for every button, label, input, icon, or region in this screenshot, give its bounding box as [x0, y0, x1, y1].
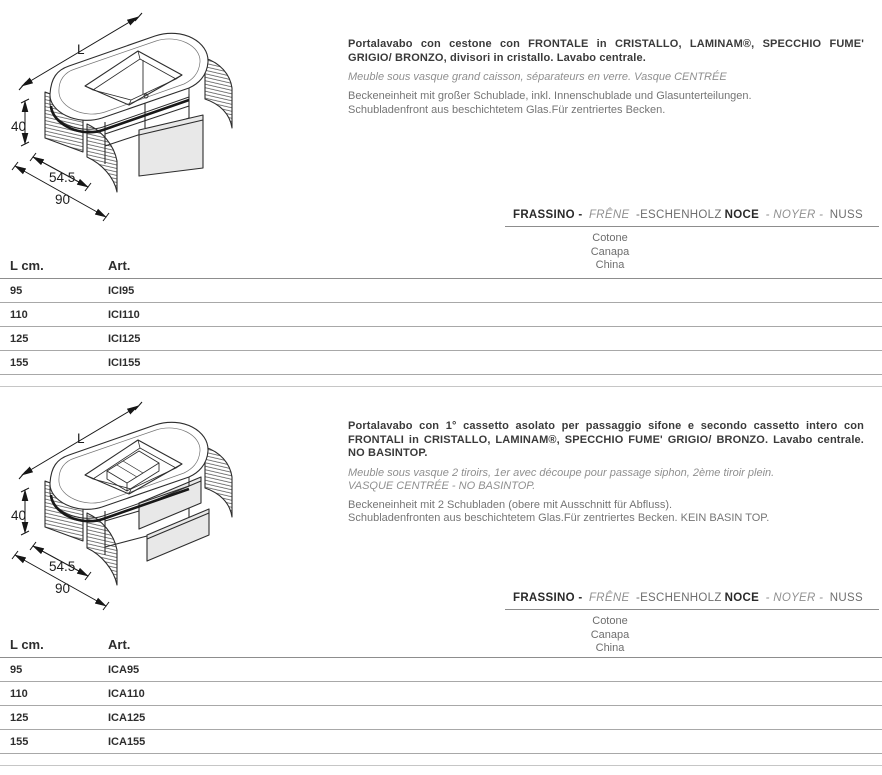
hatched-right-curved-panel	[205, 58, 232, 128]
finish-color: China	[595, 259, 625, 271]
catalog-section-basin-unit-two-drawers	[0, 387, 882, 766]
article-table	[0, 252, 882, 375]
hatched-front-curved-door	[87, 124, 117, 192]
description-german-line2: Schubladenfronten aus beschichtetem Glas.Für zentriertes Becken. KEIN BASIN TOP.	[348, 512, 770, 524]
finish-color: Canapa	[590, 245, 630, 258]
finishes-heading	[505, 592, 879, 610]
dim-label-height: 40	[11, 119, 27, 134]
article-table	[0, 628, 882, 754]
table-row: 110 ICA110	[0, 682, 882, 706]
table-row: 155 ICA155	[0, 730, 882, 754]
vanity-cabinet-line-art	[45, 33, 232, 192]
hatched-right-curved-panel	[205, 447, 232, 517]
dim-label-height: 40	[11, 508, 27, 523]
technical-drawing-vanity-two-drawers	[5, 395, 340, 630]
finish-color: China	[595, 642, 625, 654]
dim-label-length: L	[77, 431, 85, 446]
description-italian: Portalavabo con 1° cassetto asolato per passaggio sifone e secondo cassetto intero con FRONTALI in CRISTALLO, LAMINAM®, SPECCHIO FUME' GRIGIO/ BRONZO. Lavabo centrale. NO BASINTOP.	[348, 420, 864, 459]
finish-group-walnut: NOCE - NOYER - NUSS	[724, 592, 863, 604]
description-french: Meuble sous vasque grand caisson, séparateurs en verre. Vasque CENTRÉE	[348, 71, 727, 83]
finish-group-ash: FRASSINO - FRÊNE -ESCHENHOLZ	[513, 592, 722, 604]
table-row: 125 ICI125	[0, 327, 882, 351]
dim-label-length: L	[77, 42, 85, 57]
dim-label-depth: 54.5	[49, 170, 76, 185]
hatched-front-curved-door	[87, 513, 117, 585]
description-german-line1: Beckeneinheit mit 2 Schubladen (obere mit Ausschnitt für Abfluss).	[348, 498, 673, 511]
column-header-length: L cm.	[10, 258, 44, 273]
table-header-row	[0, 252, 882, 279]
table-header-row	[0, 628, 882, 658]
table-row: 95 ICI95	[0, 279, 882, 303]
finish-group-walnut: NOCE - NOYER - NUSS	[724, 209, 863, 221]
product-description	[348, 38, 864, 117]
product-description	[348, 420, 864, 526]
table-row: 110 ICI110	[0, 303, 882, 327]
column-header-article: Art.	[108, 637, 131, 652]
description-german-line1: Beckeneinheit mit großer Schublade, inkl. Innenschublade und Glasunterteilungen.	[348, 90, 752, 102]
dim-label-width: 90	[55, 581, 71, 596]
dim-label-width: 90	[55, 192, 71, 207]
technical-drawing-vanity-single-drawer	[5, 6, 340, 236]
description-italian: Portalavabo con cestone con FRONTALE in CRISTALLO, LAMINAM®, SPECCHIO FUME' GRIGIO/ BRONZO, divisori in cristallo. Lavabo centrale.	[348, 38, 864, 64]
dim-label-depth: 54.5	[49, 559, 76, 574]
column-header-article: Art.	[108, 258, 131, 273]
description-french-line2: VASQUE CENTRÉE - NO BASINTOP.	[348, 479, 536, 492]
column-header-length: L cm.	[10, 637, 44, 652]
finish-color: Canapa	[590, 628, 630, 641]
drawer-front	[139, 115, 203, 176]
finish-group-ash: FRASSINO - FRÊNE -ESCHENHOLZ	[513, 209, 722, 221]
finish-color: Cotone	[592, 232, 628, 244]
table-row: 125 ICA125	[0, 706, 882, 730]
table-row: 95 ICA95	[0, 658, 882, 682]
finish-color: Cotone	[592, 615, 628, 627]
table-row: 155 ICI155	[0, 351, 882, 375]
description-french-line1: Meuble sous vasque 2 tiroirs, 1er avec découpe pour passage siphon, 2ème tiroir plein.	[348, 466, 775, 479]
description-german-line2: Schubladenfront aus beschichtetem Glas.Für zentriertes Becken.	[348, 103, 666, 116]
finishes-heading	[505, 209, 879, 227]
catalog-section-basin-unit-single-drawer	[0, 0, 882, 387]
